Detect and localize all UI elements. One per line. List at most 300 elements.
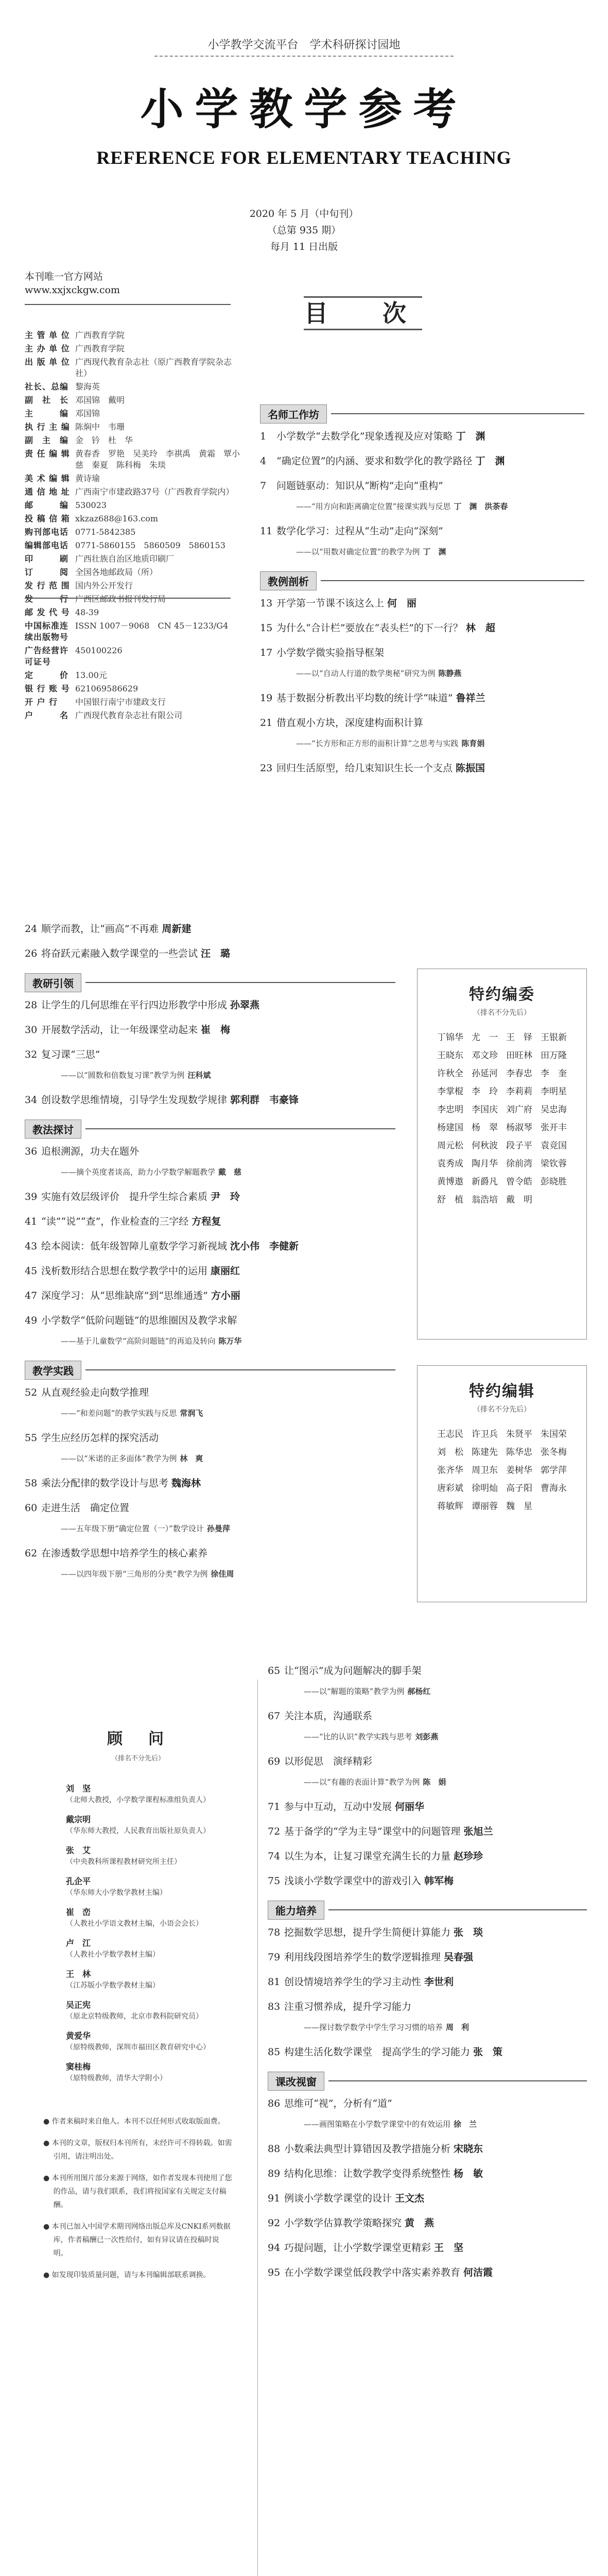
editor-name: 李春忠 bbox=[506, 1069, 532, 1079]
toc-article-title: 例谈小学数学课堂的设计 bbox=[284, 2193, 392, 2204]
masthead-row bbox=[25, 620, 241, 643]
toc-subtitle bbox=[25, 1334, 395, 1348]
toc-page-number: 75 bbox=[268, 1875, 281, 1887]
masthead-row bbox=[25, 513, 241, 524]
toc-item[interactable] bbox=[25, 1023, 395, 1037]
toc-page-number: 81 bbox=[268, 1976, 281, 1988]
toc-page-number: 32 bbox=[25, 1049, 38, 1060]
editorial-note: ● 作者来稿时来自他人。本刊不以任何形式收取版面费。 bbox=[43, 2117, 225, 2126]
section-header bbox=[25, 973, 395, 992]
toc-subtitle-text: ——基于儿童数学“高阶问题链”的再追及转向 bbox=[61, 1336, 216, 1346]
toc-author: 汪科斌 bbox=[187, 1071, 211, 1080]
special-writers-note: （排名不分先后） bbox=[473, 1405, 531, 1414]
toc-item[interactable] bbox=[268, 1755, 587, 1789]
toc-subtitle-text: ——“长方形和正方形的面积计算”之思考与实践 bbox=[296, 739, 459, 748]
toc-article-title: 小学数学估算教学策略探究 bbox=[284, 2217, 402, 2229]
advisor-name: 吴正宪 bbox=[66, 2000, 91, 2010]
advisor-desc: （原特级教师，深圳市福田区教育研究中心） bbox=[66, 2043, 210, 2052]
toc-page-number: 88 bbox=[268, 2143, 281, 2155]
toc-page-number: 28 bbox=[25, 999, 38, 1011]
toc-author: 何洁霞 bbox=[463, 2267, 493, 2278]
toc-page-number: 45 bbox=[25, 1265, 38, 1277]
editor-name: 舒 植 bbox=[437, 1195, 463, 1205]
masthead-value: 广西教育学院 bbox=[75, 344, 125, 353]
writer-name: 陈华忠 bbox=[506, 1447, 532, 1458]
editor-name: 田旺林 bbox=[506, 1050, 532, 1061]
advisor-name: 孔企平 bbox=[66, 1876, 91, 1886]
toc-subtitle-text: ——以“自动人行道的数学奥秘”研究为例 bbox=[296, 669, 436, 678]
toc-author: 陈万华 bbox=[218, 1336, 242, 1346]
editor-name: 丁锦华 bbox=[437, 1032, 463, 1043]
editorial-note: ● 本刊已加入中国学术期刊网络出版总库及CNKI系列数据库，作者稿酬已一次性给付，如有异议请在投稿时说明。 bbox=[43, 2223, 231, 2258]
toc-item[interactable] bbox=[268, 2097, 587, 2131]
toc-author: 丁 渊 洪荼春 bbox=[454, 502, 508, 511]
toc-item[interactable] bbox=[25, 1289, 395, 1302]
advisors-title: 顾 问 bbox=[107, 1730, 169, 1748]
toc-page-number: 83 bbox=[268, 2001, 281, 2012]
toc-item[interactable] bbox=[25, 998, 395, 1012]
editor-name: 李忠明 bbox=[437, 1105, 463, 1115]
masthead-value: 广西现代教育杂志社有限公司 bbox=[75, 710, 183, 720]
toc-article-title: 数学化学习：过程从“生动”走向“深刻” bbox=[276, 526, 443, 537]
toc-item[interactable] bbox=[268, 1951, 587, 1964]
toc-page-number: 52 bbox=[25, 1387, 38, 1398]
masthead-row bbox=[25, 486, 241, 498]
masthead-row bbox=[25, 435, 241, 446]
toc-item[interactable] bbox=[260, 761, 584, 775]
section-label: 教学实践 bbox=[25, 1361, 81, 1380]
toc-article-title: 关注本质，沟通联系 bbox=[284, 1710, 373, 1722]
toc-item[interactable] bbox=[268, 1874, 587, 1888]
toc-item[interactable] bbox=[260, 479, 584, 513]
masthead-row bbox=[25, 395, 241, 406]
toc-page-number: 36 bbox=[25, 1146, 38, 1157]
masthead-value: 530023 bbox=[75, 500, 107, 510]
toc-author: 黄 燕 bbox=[405, 2217, 435, 2229]
toc-item[interactable] bbox=[268, 1825, 587, 1838]
masthead-value: 黎海英 bbox=[75, 382, 100, 392]
toc-author: 孙翠燕 bbox=[230, 999, 260, 1011]
toc-author: 丁 渊 bbox=[423, 547, 446, 556]
toc-item[interactable] bbox=[25, 922, 395, 936]
toc-item[interactable] bbox=[25, 947, 395, 960]
advisor-name: 王 林 bbox=[66, 1969, 91, 1979]
toc-subtitle bbox=[25, 1567, 395, 1581]
toc-item[interactable] bbox=[25, 1240, 395, 1253]
editor-name: 彭晓胜 bbox=[541, 1177, 567, 1187]
section-header bbox=[260, 571, 584, 590]
section-rule bbox=[331, 413, 584, 414]
toc-author: 韩军梅 bbox=[424, 1875, 454, 1887]
toc-author: 张旭兰 bbox=[463, 1826, 493, 1837]
toc-item[interactable] bbox=[268, 2142, 587, 2156]
magazine-title: 小学教学参考 bbox=[140, 83, 468, 134]
website-url[interactable]: www.xxjxckgw.com bbox=[25, 284, 120, 296]
toc-subtitle bbox=[260, 500, 584, 513]
masthead-row bbox=[25, 567, 241, 578]
toc-subtitle bbox=[268, 2021, 587, 2034]
masthead-key: 户 名 bbox=[25, 710, 69, 720]
toc-article-title: 问题链驱动：知识从“断构”走向“重构” bbox=[276, 480, 443, 492]
tagline: 小学教学交流平台 学术科研探讨园地 bbox=[207, 39, 401, 52]
masthead-key: 银 行 账 号 bbox=[25, 684, 70, 693]
toc-article-title: 开学第一节课不该这么上 bbox=[276, 598, 385, 609]
masthead-value: 金 钤 杜 华 bbox=[75, 435, 133, 445]
masthead-key: 广告经营许可证号 bbox=[25, 646, 69, 667]
toc-item[interactable] bbox=[260, 716, 584, 750]
toc-article-title: 基于数据分析教出平均数的统计学“味道” bbox=[276, 692, 453, 704]
toc-article-title: 巧提问题，让小学数学课堂更精彩 bbox=[284, 2242, 431, 2253]
section-header bbox=[268, 1900, 587, 1920]
section-header bbox=[260, 404, 584, 423]
masthead-value: 陈焖中 韦珊 bbox=[75, 422, 125, 432]
masthead-value: 0771-5842385 bbox=[75, 527, 136, 537]
toc-author: 陈振国 bbox=[456, 762, 485, 774]
toc-article-title: 为什么“合计栏”要放在“表头栏”的下一行？ bbox=[276, 622, 463, 634]
toc-item[interactable] bbox=[268, 1800, 587, 1814]
toc-article-title: 以形促思 演绎精彩 bbox=[284, 1756, 373, 1767]
section-header bbox=[25, 1360, 395, 1380]
masthead-key: 副 主 编 bbox=[25, 435, 69, 445]
editor-name: 李 奎 bbox=[541, 1069, 567, 1079]
writer-name: 周卫东 bbox=[472, 1465, 498, 1476]
editor-name: 何秋波 bbox=[472, 1141, 498, 1151]
toc-subtitle-text: ——五年级下册“确定位置（一）”数学设计 bbox=[61, 1524, 204, 1533]
section-label: 教例剖析 bbox=[260, 571, 317, 590]
toc-item[interactable] bbox=[260, 454, 584, 468]
toc-page-number: 62 bbox=[25, 1548, 38, 1559]
masthead-row bbox=[25, 421, 241, 433]
toc-article-title: 复习课“三思” bbox=[41, 1049, 100, 1060]
toc-author: 刘彭燕 bbox=[415, 1732, 439, 1741]
advisor-name: 戴宗明 bbox=[66, 1815, 91, 1824]
toc-subtitle bbox=[268, 2117, 587, 2131]
writer-name: 王志民 bbox=[437, 1429, 463, 1439]
advisor-name: 卢 江 bbox=[66, 1938, 91, 1948]
toc-article-title: 绘本阅读：低年级智障儿童数学学习新视域 bbox=[41, 1241, 228, 1252]
masthead-value: 邓国锦 戴明 bbox=[75, 395, 125, 405]
masthead-row bbox=[25, 381, 241, 393]
toc-item[interactable] bbox=[268, 2000, 587, 2034]
toc-page-number: 95 bbox=[268, 2267, 281, 2278]
divider bbox=[25, 304, 231, 305]
editorial-note: ● 本刊所用图片部分来源于网络，如作者发现本刊使用了您的作品，请与我们联系，我们将按国家有关规定支付稿酬。 bbox=[43, 2174, 232, 2209]
editor-name: 梁钦蓉 bbox=[541, 1159, 567, 1169]
masthead-value: 0771-5860155 5860509 5860153 bbox=[75, 540, 225, 550]
toc-author: 郭利群 韦豪锋 bbox=[230, 1094, 299, 1106]
masthead-row bbox=[25, 473, 241, 484]
toc-item[interactable] bbox=[25, 1264, 395, 1278]
toc-author: 康丽红 bbox=[211, 1265, 240, 1277]
toc-subtitle bbox=[268, 1685, 587, 1698]
masthead-row bbox=[25, 670, 241, 681]
toc-page-number: 60 bbox=[25, 1502, 38, 1514]
masthead-key: 邮 发 代 号 bbox=[25, 607, 70, 617]
toc-author: 吴春强 bbox=[444, 1952, 474, 1963]
toc-item[interactable] bbox=[25, 1093, 395, 1107]
toc-author: 何 丽 bbox=[387, 598, 417, 609]
editor-name: 黄博遨 bbox=[437, 1177, 463, 1187]
advisor-desc: （人教社小学语文教材主编，小语会会长） bbox=[66, 1920, 203, 1928]
masthead-value: 广西教育学院 bbox=[75, 330, 125, 340]
toc-item[interactable] bbox=[260, 646, 584, 680]
editor-name: 陶月华 bbox=[472, 1159, 498, 1169]
toc-page-number: 78 bbox=[268, 1927, 281, 1938]
editor-name: 孙延河 bbox=[472, 1069, 498, 1079]
special-writers-title: 特约编辑 bbox=[469, 1382, 535, 1400]
issue-schedule: 每月 11 日出版 bbox=[270, 241, 338, 252]
section-label: 教研引领 bbox=[25, 973, 81, 992]
toc-subtitle bbox=[25, 1452, 395, 1465]
toc-page-number: 11 bbox=[260, 526, 273, 537]
toc-item[interactable] bbox=[25, 1145, 395, 1179]
masthead-row bbox=[25, 448, 241, 471]
masthead-row bbox=[25, 580, 241, 591]
toc-article-title: 深度学习：从“思维缺席”到“思维通透” bbox=[41, 1290, 208, 1301]
section-label: 名师工作坊 bbox=[260, 404, 327, 423]
toc-item[interactable] bbox=[25, 1501, 395, 1535]
masthead-row bbox=[25, 500, 241, 511]
writer-name: 魏 星 bbox=[506, 1501, 532, 1512]
editorial-note: ● 如发现印装质量问题，请与本刊编辑部联系调换。 bbox=[43, 2271, 211, 2279]
toc-subtitle-text: ——以“解题的策略”教学为例 bbox=[304, 1687, 405, 1696]
editor-name: 王银新 bbox=[541, 1032, 567, 1043]
toc-item[interactable] bbox=[25, 1215, 395, 1228]
masthead-value: 广西壮族自治区地质印刷厂 bbox=[75, 554, 175, 564]
toc-page-number: 4 bbox=[260, 455, 267, 467]
masthead-key: 副 社 长 bbox=[25, 395, 69, 405]
toc-subtitle-text: ——摘个英度者谈高，助力小学数学解题教学 bbox=[61, 1167, 216, 1177]
section-rule bbox=[321, 580, 584, 581]
toc-article-title: 开展数学活动，让一年级课堂动起来 bbox=[41, 1024, 198, 1036]
toc-author: 丁 渊 bbox=[475, 455, 505, 467]
toc-item[interactable] bbox=[260, 691, 584, 705]
toc-item[interactable] bbox=[25, 1048, 395, 1082]
editor-name: 张开丰 bbox=[541, 1123, 567, 1133]
masthead-row bbox=[25, 330, 241, 341]
toc-item[interactable] bbox=[260, 430, 584, 443]
toc-article-title: 将奋跃元素融入数学课堂的一些尝试 bbox=[41, 948, 198, 959]
masthead-key: 订 阅 bbox=[25, 567, 69, 577]
magazine-subtitle: REFERENCE FOR ELEMENTARY TEACHING bbox=[96, 147, 512, 168]
toc-article-title: 创设情境培养学生的学习主动性 bbox=[284, 1976, 422, 1988]
masthead-value: 621069586629 bbox=[75, 684, 138, 693]
toc-item[interactable] bbox=[268, 2167, 587, 2180]
masthead-row bbox=[25, 607, 241, 618]
toc-page-number: 74 bbox=[268, 1851, 281, 1862]
editor-name: 尤 一 bbox=[472, 1032, 498, 1043]
toc-bottom-right bbox=[268, 1664, 587, 2291]
toc-item[interactable] bbox=[25, 1190, 395, 1204]
masthead-key: 购刊部电话 bbox=[25, 527, 69, 537]
editor-name: 杨 翠 bbox=[472, 1123, 498, 1133]
toc-article-title: 回归生活原型，给几束知识生长一个支点 bbox=[276, 762, 453, 774]
section-header bbox=[25, 1119, 395, 1139]
toc-page-number: 47 bbox=[25, 1290, 38, 1301]
toc-article-title: 走进生活 确定位置 bbox=[41, 1502, 130, 1514]
masthead-row bbox=[25, 343, 241, 354]
writer-name: 郭学萍 bbox=[541, 1465, 567, 1476]
toc-item[interactable] bbox=[25, 1431, 395, 1465]
special-editors-box bbox=[417, 969, 587, 1340]
special-writers-box bbox=[417, 1365, 587, 1602]
toc-page-number: 67 bbox=[268, 1710, 281, 1722]
toc-article-title: 学生应经历怎样的探究活动 bbox=[41, 1432, 159, 1444]
toc-item[interactable] bbox=[260, 524, 584, 558]
toc-author: 林 爽 bbox=[180, 1454, 203, 1463]
toc-subtitle bbox=[25, 1522, 395, 1535]
masthead-key: 主 办 单 位 bbox=[25, 344, 70, 353]
masthead-row bbox=[25, 408, 241, 419]
toc-item[interactable] bbox=[268, 2045, 587, 2059]
toc-page-number: 26 bbox=[25, 948, 38, 959]
section-rule bbox=[85, 982, 395, 983]
toc-page-number: 39 bbox=[25, 1191, 38, 1202]
toc-article-title: 小学数学“低阶问题链”的思维圈因及教学求解 bbox=[41, 1315, 237, 1326]
toc-author: 陈育娟 bbox=[461, 739, 485, 748]
toc-page-number: 71 bbox=[268, 1801, 281, 1812]
masthead-row bbox=[25, 553, 241, 565]
toc-subtitle-text: ——以“圆数和倍数复习课”教学为例 bbox=[61, 1071, 185, 1080]
masthead-row bbox=[25, 540, 241, 551]
toc-author: 徐 兰 bbox=[454, 2120, 477, 2129]
toc-item[interactable] bbox=[268, 1850, 587, 1863]
toc-subtitle bbox=[268, 1775, 587, 1789]
advisor-desc: （江苏版小学数学教材主编） bbox=[66, 1981, 160, 1990]
masthead-key: 发 行 范 围 bbox=[25, 581, 70, 590]
masthead-key: 开 户 行 bbox=[25, 697, 58, 707]
masthead-key: 美 术 编 辑 bbox=[25, 473, 70, 483]
editor-name: 李明星 bbox=[541, 1087, 567, 1097]
toc-author: 宋晓东 bbox=[454, 2143, 483, 2155]
toc-author: 张 琰 bbox=[454, 1927, 483, 1938]
toc-subtitle-text: ——以“有趣的表面计算”教学为例 bbox=[304, 1777, 420, 1787]
toc-author: 张 策 bbox=[473, 2046, 503, 2058]
toc-article-title: 浅析数形结合思想在数学教学中的运用 bbox=[41, 1265, 208, 1277]
masthead-row bbox=[25, 683, 241, 694]
masthead-value: ISSN 1007－9068 CN 45－1233/G4 bbox=[75, 621, 229, 631]
editor-name: 袁秀成 bbox=[437, 1159, 463, 1169]
masthead-value: 广西南宁市建政路37号（广西教育学院内） bbox=[75, 487, 234, 497]
advisor-name: 窦桂梅 bbox=[66, 2062, 91, 2072]
toc-item[interactable] bbox=[260, 597, 584, 610]
advisor-desc: （华东师大教授，人民教育出版社原负责人） bbox=[66, 1827, 210, 1835]
section-rule bbox=[328, 1909, 587, 1910]
editor-name: 翁浩培 bbox=[472, 1195, 498, 1205]
editor-name: 王 铎 bbox=[506, 1032, 532, 1043]
toc-page-number: 58 bbox=[25, 1478, 38, 1489]
toc-subtitle bbox=[260, 737, 584, 750]
toc-subtitle-text: ——探讨数学数学中学生学习习惯的培养 bbox=[304, 2023, 443, 2032]
toc-author: 王 坚 bbox=[434, 2242, 464, 2253]
toc-article-title: 注重习惯养成，提升学习能力 bbox=[284, 2001, 412, 2012]
advisor-name: 刘 坚 bbox=[66, 1784, 91, 1793]
masthead-value: 全国各地邮政局（所） bbox=[75, 567, 158, 577]
divider bbox=[25, 598, 231, 599]
toc-item[interactable] bbox=[268, 2241, 587, 2255]
editor-name: 杨建国 bbox=[437, 1123, 463, 1133]
toc-author: 崔 梅 bbox=[201, 1024, 231, 1036]
toc-item[interactable] bbox=[25, 1386, 395, 1420]
toc-item[interactable] bbox=[268, 2266, 587, 2279]
writer-name: 许卫兵 bbox=[472, 1429, 498, 1439]
toc-author: 汪 璐 bbox=[201, 948, 231, 959]
toc-item[interactable] bbox=[268, 1709, 587, 1743]
editor-name: 戴 明 bbox=[506, 1195, 532, 1205]
toc-page-number: 19 bbox=[260, 692, 273, 704]
toc-author: 郝杨红 bbox=[407, 1687, 431, 1696]
masthead-value: 广西区邮政书报刊发行局 bbox=[75, 594, 166, 604]
masthead-row bbox=[25, 594, 241, 605]
toc-item[interactable] bbox=[25, 1314, 395, 1348]
toc-article-title: 浅谈小学数学课堂中的游戏引入 bbox=[284, 1875, 422, 1887]
toc-item[interactable] bbox=[260, 621, 584, 635]
toc-subtitle bbox=[25, 1165, 395, 1179]
toc-article-title: 在渗透数学思想中培养学生的核心素养 bbox=[41, 1548, 208, 1559]
writer-name: 姜树华 bbox=[506, 1465, 532, 1476]
editor-name: 许秋全 bbox=[437, 1069, 463, 1079]
column-divider bbox=[257, 1680, 258, 2576]
toc-article-title: 让“图示”成为问题解决的脚手架 bbox=[284, 1665, 422, 1676]
toc-item[interactable] bbox=[268, 2192, 587, 2205]
editor-name: 李莉莉 bbox=[506, 1087, 532, 1097]
section-rule bbox=[328, 2080, 587, 2081]
masthead-key: 主 编 bbox=[25, 409, 69, 418]
masthead-value: xkzaz688@163.com bbox=[75, 514, 159, 523]
section-label: 教法探讨 bbox=[25, 1120, 81, 1139]
writer-name: 陈建先 bbox=[472, 1447, 498, 1458]
toc-item[interactable] bbox=[268, 1926, 587, 1939]
section-label: 课改视窗 bbox=[268, 2072, 324, 2091]
advisor-desc: （华东师大小学数学教材主编） bbox=[66, 1889, 167, 1897]
toc-article-title: 参与中互动，互动中发展 bbox=[284, 1801, 392, 1812]
toc-item[interactable] bbox=[268, 1975, 587, 1989]
toc-author: 杨 敏 bbox=[454, 2168, 483, 2179]
editor-name: 杨淑琴 bbox=[506, 1123, 532, 1133]
toc-item[interactable] bbox=[268, 2216, 587, 2230]
toc-article-title: 实施有效层级评价 提升学生综合素质 bbox=[41, 1191, 208, 1202]
toc-page-number: 55 bbox=[25, 1432, 38, 1444]
editorial-notes bbox=[43, 2115, 233, 2282]
masthead-value: 邓国锦 bbox=[75, 409, 100, 418]
editor-name: 袁竞国 bbox=[541, 1141, 567, 1151]
editor-name: 吴忠海 bbox=[541, 1105, 567, 1115]
toc-subtitle bbox=[25, 1406, 395, 1420]
toc-page-number: 34 bbox=[25, 1094, 38, 1106]
toc-author: 常润飞 bbox=[180, 1409, 203, 1418]
advisor-desc: （中央教科所课程教材研究所主任） bbox=[66, 1858, 181, 1866]
toc-author: 周 利 bbox=[446, 2023, 470, 2032]
toc-page-number: 89 bbox=[268, 2168, 281, 2179]
toc-item[interactable] bbox=[25, 1477, 395, 1490]
toc-item[interactable] bbox=[25, 1547, 395, 1581]
masthead-key: 通 信 地 址 bbox=[25, 487, 70, 497]
toc-author: 徐佳周 bbox=[211, 1569, 234, 1579]
masthead-key: 发 行 bbox=[25, 594, 69, 604]
toc-article-title: 以生为本，让复习课堂充满生长的力量 bbox=[284, 1851, 451, 1862]
masthead-row bbox=[25, 710, 241, 721]
masthead-value: 48-39 bbox=[75, 607, 99, 617]
masthead-row bbox=[25, 357, 241, 379]
toc-item[interactable] bbox=[268, 1664, 587, 1698]
toc-subtitle-text: ——“和差问题”的教学实践与反思 bbox=[61, 1409, 177, 1418]
toc-author: 陈 娟 bbox=[423, 1777, 446, 1787]
toc-page-number: 86 bbox=[268, 2098, 281, 2109]
masthead bbox=[25, 330, 241, 723]
writer-name: 徐明灿 bbox=[472, 1483, 498, 1494]
toc-author: 沈小伟 李健新 bbox=[230, 1241, 299, 1252]
editor-name: 刘广府 bbox=[506, 1105, 532, 1115]
